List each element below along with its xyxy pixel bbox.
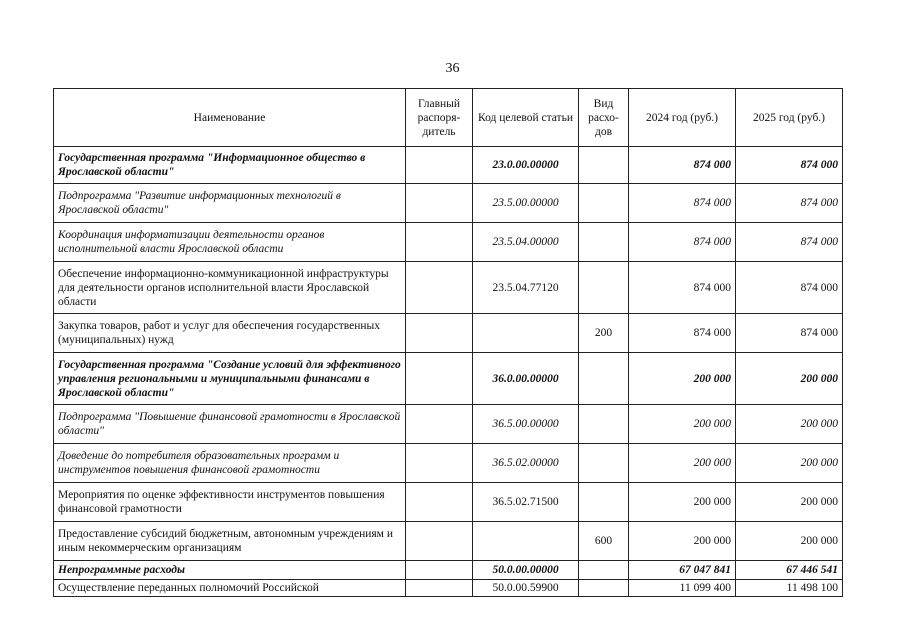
row-manager	[406, 483, 473, 522]
row-manager	[406, 184, 473, 223]
row-2025: 874 000	[736, 314, 843, 353]
row-manager	[406, 561, 473, 580]
row-code: 36.5.00.00000	[473, 405, 579, 444]
row-2025: 11 498 100	[736, 580, 843, 597]
row-2024: 200 000	[629, 405, 736, 444]
table-row	[54, 483, 843, 522]
row-2025: 200 000	[736, 483, 843, 522]
row-2025: 200 000	[736, 522, 843, 561]
table-row	[54, 262, 843, 314]
row-code: 23.5.04.00000	[473, 223, 579, 262]
row-kind	[579, 262, 629, 314]
row-kind	[579, 223, 629, 262]
row-manager	[406, 580, 473, 597]
header-2025: 2025 год (руб.)	[736, 89, 843, 147]
row-name: Осуществление переданных полномочий Российской	[54, 580, 406, 597]
row-2025: 67 446 541	[736, 561, 843, 580]
row-kind: 600	[579, 522, 629, 561]
row-2025: 874 000	[736, 262, 843, 314]
header-name: Наименование	[54, 89, 406, 147]
row-name: Закупка товаров, работ и услуг для обеспечения государственных (муниципальных) нужд	[54, 314, 406, 353]
row-code: 23.5.00.00000	[473, 184, 579, 223]
row-code: 36.0.00.00000	[473, 353, 579, 405]
row-manager	[406, 522, 473, 561]
header-2024: 2024 год (руб.)	[629, 89, 736, 147]
header-manager: Главный распоря-дитель	[406, 89, 473, 147]
table-row	[54, 314, 843, 353]
row-2025: 200 000	[736, 444, 843, 483]
row-manager	[406, 147, 473, 184]
row-2024: 874 000	[629, 314, 736, 353]
row-kind	[579, 444, 629, 483]
row-code: 36.5.02.71500	[473, 483, 579, 522]
row-name: Мероприятия по оценке эффективности инструментов повышения финансовой грамотности	[54, 483, 406, 522]
row-code: 50.0.00.59900	[473, 580, 579, 597]
row-kind: 200	[579, 314, 629, 353]
row-2025: 874 000	[736, 223, 843, 262]
row-kind	[579, 405, 629, 444]
row-2024: 200 000	[629, 444, 736, 483]
table-row	[54, 580, 843, 597]
row-code: 23.0.00.00000	[473, 147, 579, 184]
row-2025: 200 000	[736, 405, 843, 444]
row-code	[473, 314, 579, 353]
header-code: Код целевой статьи	[473, 89, 579, 147]
row-manager	[406, 223, 473, 262]
row-2025: 200 000	[736, 353, 843, 405]
row-name: Государственная программа "Создание условий для эффективного управления региональными и муниципальными финансами в Ярославской области"	[54, 353, 406, 405]
row-name: Непрограммные расходы	[54, 561, 406, 580]
table-row	[54, 444, 843, 483]
row-manager	[406, 314, 473, 353]
header-kind: Вид расхо-дов	[579, 89, 629, 147]
row-name: Обеспечение информационно-коммуникационной инфраструктуры для деятельности органов исполнительной власти Ярославской области	[54, 262, 406, 314]
row-code: 23.5.04.77120	[473, 262, 579, 314]
row-name: Координация информатизации деятельности органов исполнительной власти Ярославской области	[54, 223, 406, 262]
row-2024: 874 000	[629, 147, 736, 184]
table-row	[54, 184, 843, 223]
table-header-row	[54, 89, 843, 147]
row-code: 50.0.00.00000	[473, 561, 579, 580]
row-2024: 874 000	[629, 223, 736, 262]
page-number: 36	[445, 61, 460, 76]
row-name: Подпрограмма "Развитие информационных технологий в Ярославской области"	[54, 184, 406, 223]
row-kind	[579, 580, 629, 597]
row-manager	[406, 353, 473, 405]
row-manager	[406, 262, 473, 314]
row-2025: 874 000	[736, 147, 843, 184]
row-kind	[579, 483, 629, 522]
row-2024: 67 047 841	[629, 561, 736, 580]
table-row	[54, 561, 843, 580]
row-2024: 874 000	[629, 184, 736, 223]
table-row	[54, 147, 843, 184]
table-row	[54, 405, 843, 444]
row-2024: 200 000	[629, 353, 736, 405]
table-row	[54, 353, 843, 405]
row-name: Государственная программа "Информационное общество в Ярославской области"	[54, 147, 406, 184]
table-row	[54, 522, 843, 561]
row-kind	[579, 147, 629, 184]
row-kind	[579, 353, 629, 405]
row-manager	[406, 444, 473, 483]
row-kind	[579, 184, 629, 223]
row-2024: 874 000	[629, 262, 736, 314]
table-row	[54, 223, 843, 262]
row-name: Предоставление субсидий бюджетным, автономным учреждениям и иным некоммерческим организациям	[54, 522, 406, 561]
row-2024: 200 000	[629, 483, 736, 522]
row-manager	[406, 405, 473, 444]
row-name: Подпрограмма "Повышение финансовой грамотности в Ярославской области"	[54, 405, 406, 444]
row-2025: 874 000	[736, 184, 843, 223]
row-code	[473, 522, 579, 561]
row-name: Доведение до потребителя образовательных программ и инструментов повышения финансовой грамотности	[54, 444, 406, 483]
row-2024: 11 099 400	[629, 580, 736, 597]
budget-table	[53, 88, 843, 597]
row-kind	[579, 561, 629, 580]
row-2024: 200 000	[629, 522, 736, 561]
row-code: 36.5.02.00000	[473, 444, 579, 483]
